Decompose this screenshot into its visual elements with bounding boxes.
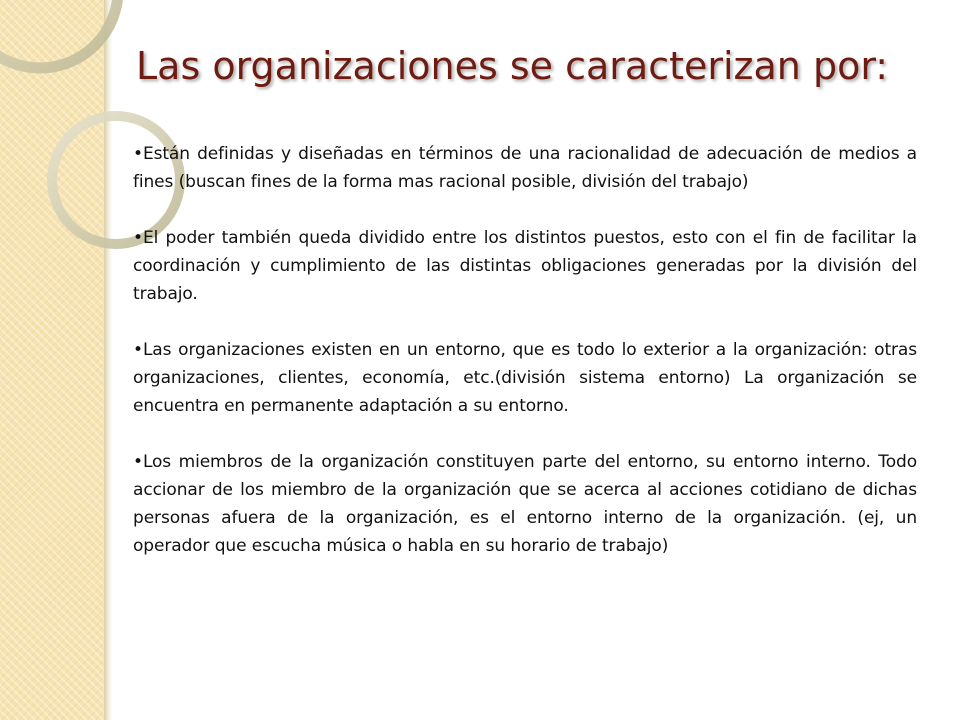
bullet-item-1	[133, 140, 917, 196]
bullet-item-2	[133, 224, 917, 308]
bullet-glyph: •	[133, 452, 143, 472]
bullet-list	[133, 140, 917, 588]
bullet-text: Las organizaciones existen en un entorno, que es todo lo exterior a la organización: otras organizaciones, clientes, economía, etc.(división sistema entorno) La organización se encuentra en permanente adaptación a su entorno.	[133, 340, 917, 416]
bullet-text: Están definidas y diseñadas en términos de una racionalidad de adecuación de medios a fines (buscan fines de la forma mas racional posible, división del trabajo)	[133, 144, 917, 192]
decorative-ring-large	[0, 0, 118, 68]
bullet-text: Los miembros de la organización constituyen parte del entorno, su entorno interno. Todo accionar de los miembro de la organización que se acerca al acciones cotidiano de dichas personas afuera de la organización, es el entorno interno de la organización. (ej, un operador que escucha música o habla en su horario de trabajo)	[133, 452, 917, 556]
bullet-text: El poder también queda dividido entre los distintos puestos, esto con el fin de facilitar la coordinación y cumplimiento de las distintas obligaciones generadas por la división del trabajo.	[133, 228, 917, 304]
bullet-item-3	[133, 336, 917, 420]
slide-title: Las organizaciones se caracterizan por:	[136, 44, 889, 88]
bullet-glyph: •	[133, 144, 143, 164]
bullet-item-4	[133, 448, 917, 560]
bullet-glyph: •	[133, 340, 143, 360]
bullet-glyph: •	[133, 228, 143, 248]
